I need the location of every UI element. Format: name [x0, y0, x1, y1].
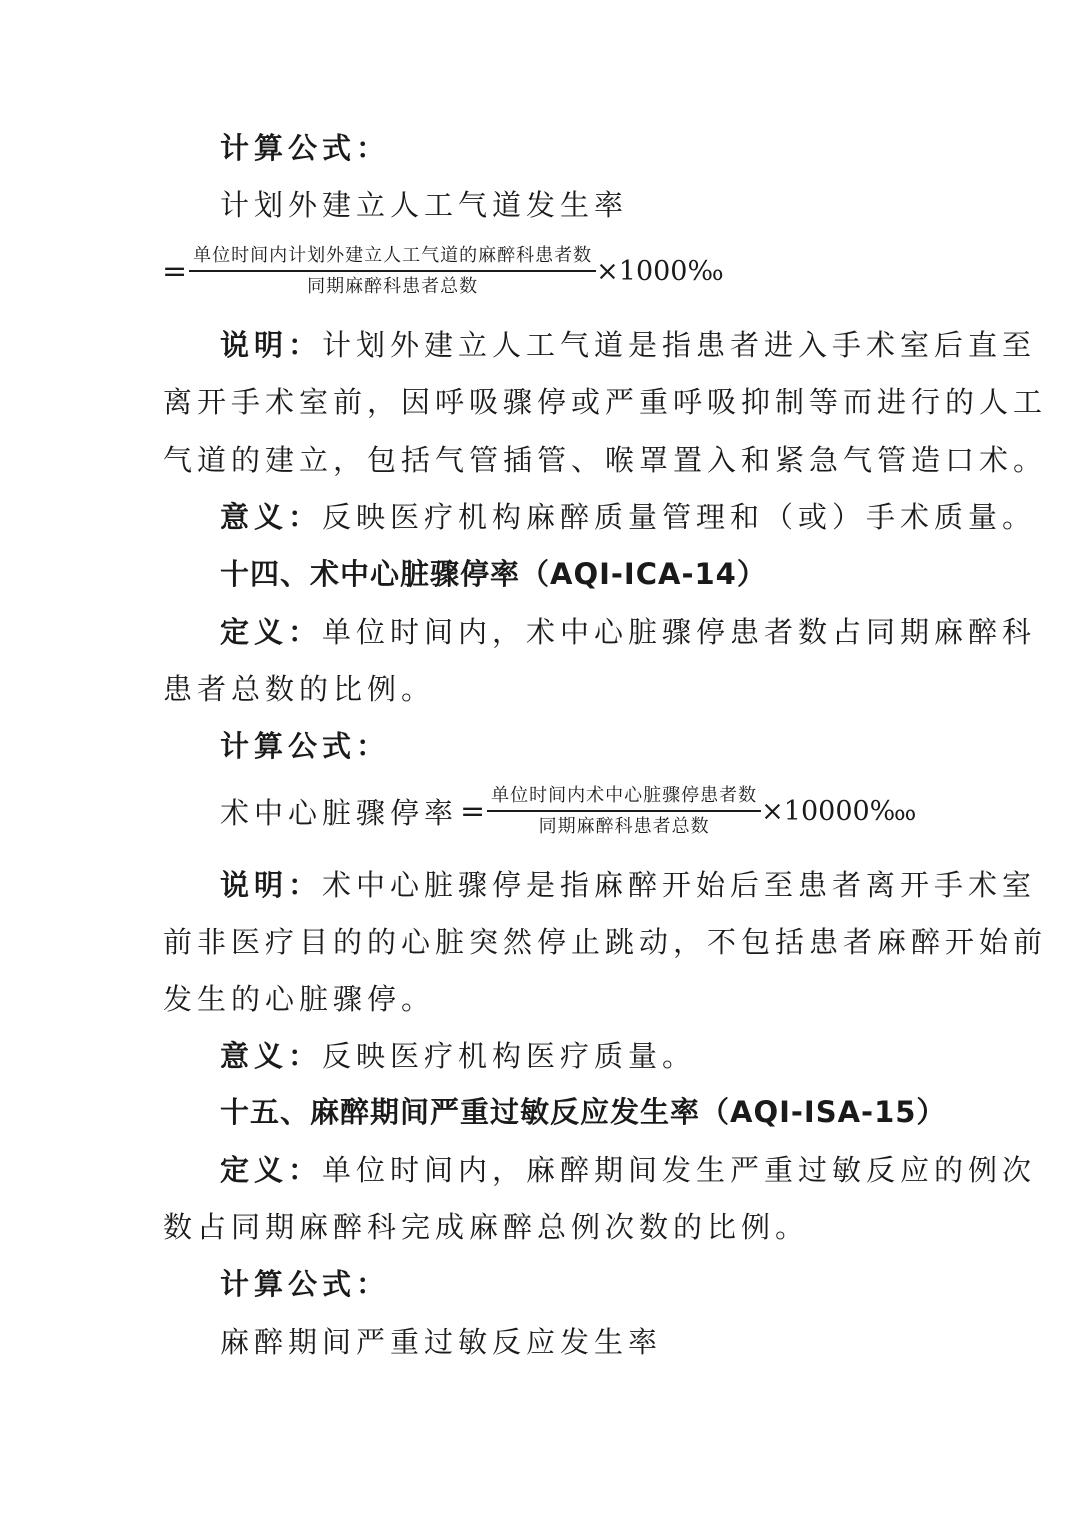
meaning-line	[220, 497, 1036, 537]
meaning-line	[220, 1036, 696, 1076]
definition-line	[220, 612, 1036, 652]
note-label: 说明：	[220, 868, 323, 902]
definition-label: 定义：	[220, 615, 323, 649]
meaning-label: 意义：	[220, 500, 323, 534]
definition-label: 定义：	[220, 1153, 323, 1187]
note-line: 气道的建立，包括气管插管、喉罩置入和紧急气管造口术。	[163, 443, 1048, 477]
formula-cardiac-arrest-rate	[220, 784, 917, 839]
section-heading: 十四、术中心脏骤停率（AQI-ICA-14）	[220, 557, 767, 591]
denominator: 同期麻醉科患者总数	[307, 276, 479, 297]
equals-sign: =	[460, 794, 486, 829]
equals-sign: =	[162, 254, 188, 289]
note-line	[220, 325, 1036, 365]
formula-airway-rate	[160, 244, 724, 299]
formula-title: 计划外建立人工气道发生率	[220, 188, 629, 222]
definition-text: 单位时间内，麻醉期间发生严重过敏反应的例次	[322, 1153, 1037, 1187]
definition-line: 数占同期麻醉科完成麻醉总例次数的比例。	[163, 1210, 810, 1244]
fraction	[487, 784, 761, 839]
formula-label: 计算公式：	[220, 131, 391, 165]
note-text: 术中心脏骤停是指麻醉开始后至患者离开手术室	[322, 868, 1037, 902]
formula-lhs: 术中心脏骤停率	[220, 796, 459, 830]
formula-label: 计算公式：	[220, 729, 391, 763]
multiplier: ×1000‰	[596, 256, 724, 287]
meaning-label: 意义：	[220, 1039, 323, 1073]
note-label: 说明：	[220, 328, 323, 362]
meaning-text: 反映医疗机构麻醉质量管理和（或）手术质量。	[322, 500, 1037, 534]
note-line: 发生的心脏骤停。	[163, 982, 436, 1016]
numerator: 单位时间内计划外建立人工气道的麻醉科患者数	[189, 244, 596, 272]
meaning-text: 反映医疗机构医疗质量。	[322, 1039, 697, 1073]
definition-line	[220, 1150, 1036, 1190]
section-heading: 十五、麻醉期间严重过敏反应发生率（AQI-ISA-15）	[220, 1095, 947, 1129]
formula-title: 麻醉期间严重过敏反应发生率	[220, 1325, 663, 1359]
note-line: 离开手术室前，因呼吸骤停或严重呼吸抑制等而进行的人工	[163, 385, 1048, 419]
note-line	[220, 865, 1036, 905]
fraction	[189, 244, 596, 299]
definition-text: 单位时间内，术中心脏骤停患者数占同期麻醉科	[322, 615, 1037, 649]
definition-line: 患者总数的比例。	[163, 672, 436, 706]
note-text: 计划外建立人工气道是指患者进入手术室后直至	[322, 328, 1037, 362]
denominator: 同期麻醉科患者总数	[538, 816, 710, 837]
numerator: 单位时间内术中心脏骤停患者数	[487, 784, 761, 812]
formula-label: 计算公式：	[220, 1267, 391, 1301]
multiplier: ×10000‱	[761, 796, 917, 827]
note-line: 前非医疗目的的心脏突然停止跳动，不包括患者麻醉开始前	[163, 925, 1048, 959]
